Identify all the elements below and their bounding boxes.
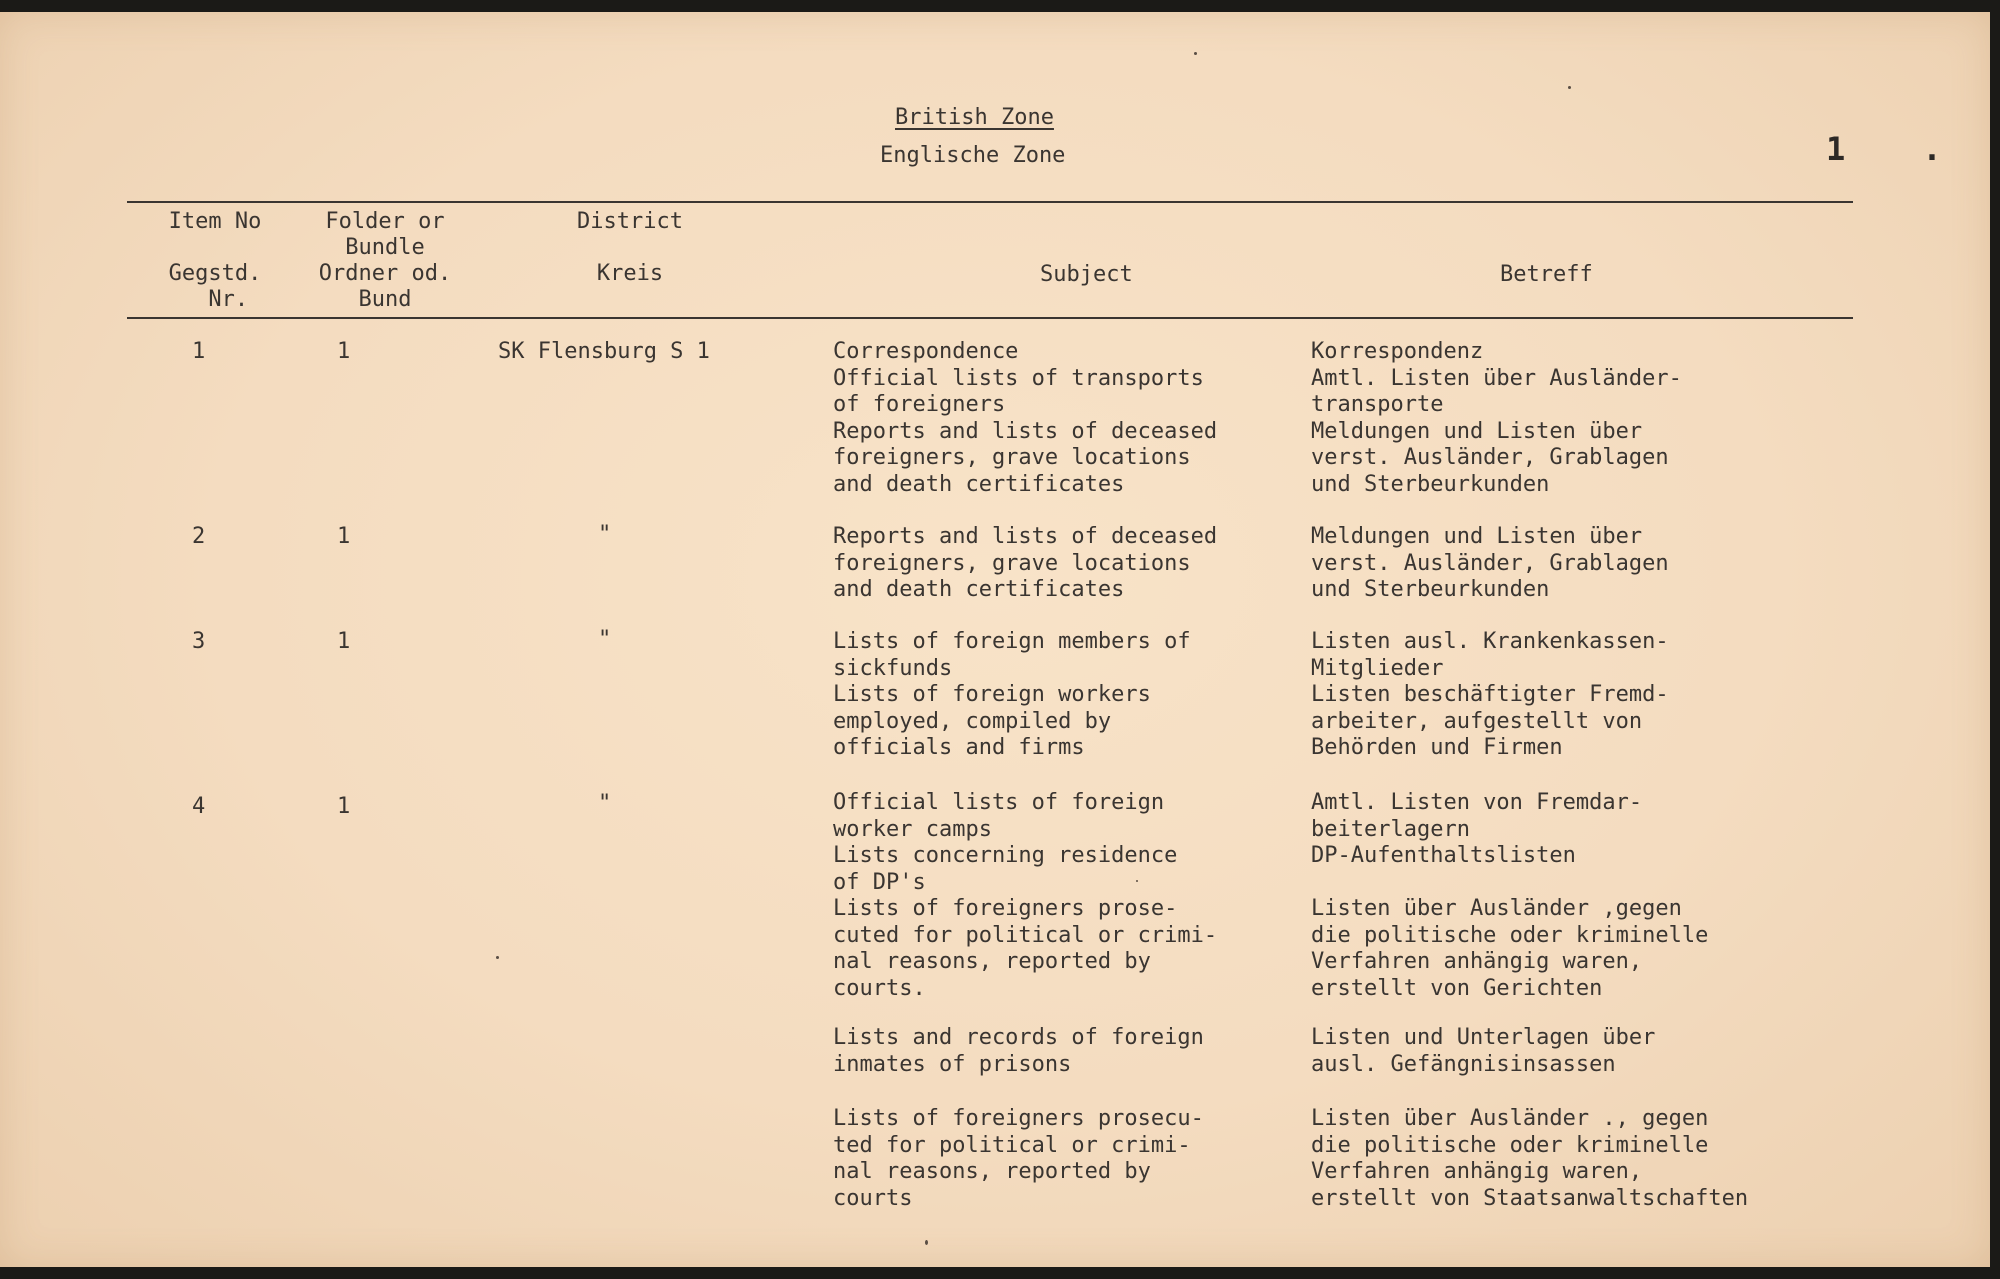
row-3-subject: Lists of foreign members of sickfunds Lists of foreign workers employed, compiled by officials and firms bbox=[833, 629, 1191, 760]
row-1-betreff: Korrespondenz Amtl. Listen über Ausländer- transporte Meldungen und Listen über verst. Ausländer, Grablagen und Sterbeurkunden bbox=[1311, 339, 1682, 497]
row-4-subject: Official lists of foreign worker camps Lists concerning residence of DP's Lists of foreigners prose- cuted for political or crimi- nal reasons, reported by courts. bbox=[833, 790, 1218, 1001]
column-header-district: District Kreis bbox=[577, 209, 683, 286]
row-4-item: 4 bbox=[192, 794, 206, 819]
paper-speck bbox=[1194, 52, 1197, 55]
row-3-district: " bbox=[598, 627, 612, 652]
column-header-betreff bbox=[1500, 262, 1593, 289]
row-2-item: 2 bbox=[192, 524, 206, 549]
row-2-district: " bbox=[598, 522, 612, 547]
row-5-subject: Lists and records of foreign inmates of prisons bbox=[833, 1025, 1204, 1077]
row-1-district: SK Flensburg S 1 bbox=[498, 339, 710, 364]
page-number-mark: . bbox=[1922, 130, 1942, 168]
row-2-betreff: Meldungen und Listen über verst. Ausländer, Grablagen und Sterbeurkunden bbox=[1311, 524, 1669, 602]
row-3-folder: 1 bbox=[337, 629, 351, 654]
top-rule bbox=[127, 201, 1853, 203]
row-4-district: " bbox=[598, 791, 612, 816]
paper-speck bbox=[925, 1240, 928, 1245]
paper-speck bbox=[1568, 86, 1571, 89]
document-page bbox=[0, 12, 1990, 1267]
row-6-subject: Lists of foreigners prosecu- ted for political or crimi- nal reasons, reported by courts bbox=[833, 1106, 1204, 1211]
column-header-subject bbox=[1040, 262, 1133, 289]
page-subtitle: Englische Zone bbox=[880, 143, 1066, 168]
page-title: British Zone bbox=[895, 105, 1054, 130]
page-number bbox=[1826, 130, 1942, 168]
paper-speck bbox=[1136, 880, 1138, 882]
row-5-betreff: Listen und Unterlagen über ausl. Gefängnisinsassen bbox=[1311, 1025, 1656, 1077]
row-1-folder: 1 bbox=[337, 339, 351, 364]
row-2-folder: 1 bbox=[337, 524, 351, 549]
column-header-item: Item No Gegstd. Nr. bbox=[168, 209, 262, 312]
column-header-folder: Folder or Bundle Ordner od. Bund bbox=[318, 209, 452, 312]
row-1-item: 1 bbox=[192, 339, 206, 364]
row-6-betreff: Listen über Ausländer ., gegen die politische oder kriminelle Verfahren anhängig waren, erstellt von Staatsanwaltschaften bbox=[1311, 1106, 1749, 1211]
row-4-betreff: Amtl. Listen von Fremdar- beiterlagern DP-Aufenthaltslisten Listen über Ausländer ,gegen die politische oder kriminelle Verfahren anhängig waren, erstellt von Gerichten bbox=[1311, 790, 1709, 1001]
row-4-folder: 1 bbox=[337, 794, 351, 819]
column-header-betreff-label: Betreff bbox=[1500, 262, 1593, 287]
paper-speck bbox=[496, 956, 499, 959]
column-header-subject-label: Subject bbox=[1040, 262, 1133, 287]
row-3-item: 3 bbox=[192, 629, 206, 654]
row-3-betreff: Listen ausl. Krankenkassen- Mitglieder Listen beschäftigter Fremd- arbeiter, aufgestellt von Behörden und Firmen bbox=[1311, 629, 1669, 760]
page-number-value: 1 bbox=[1826, 130, 1846, 168]
header-rule bbox=[127, 317, 1853, 319]
row-2-subject: Reports and lists of deceased foreigners, grave locations and death certificates bbox=[833, 524, 1218, 602]
row-1-subject: Correspondence Official lists of transports of foreigners Reports and lists of deceased foreigners, grave locations and death certificates bbox=[833, 339, 1218, 497]
